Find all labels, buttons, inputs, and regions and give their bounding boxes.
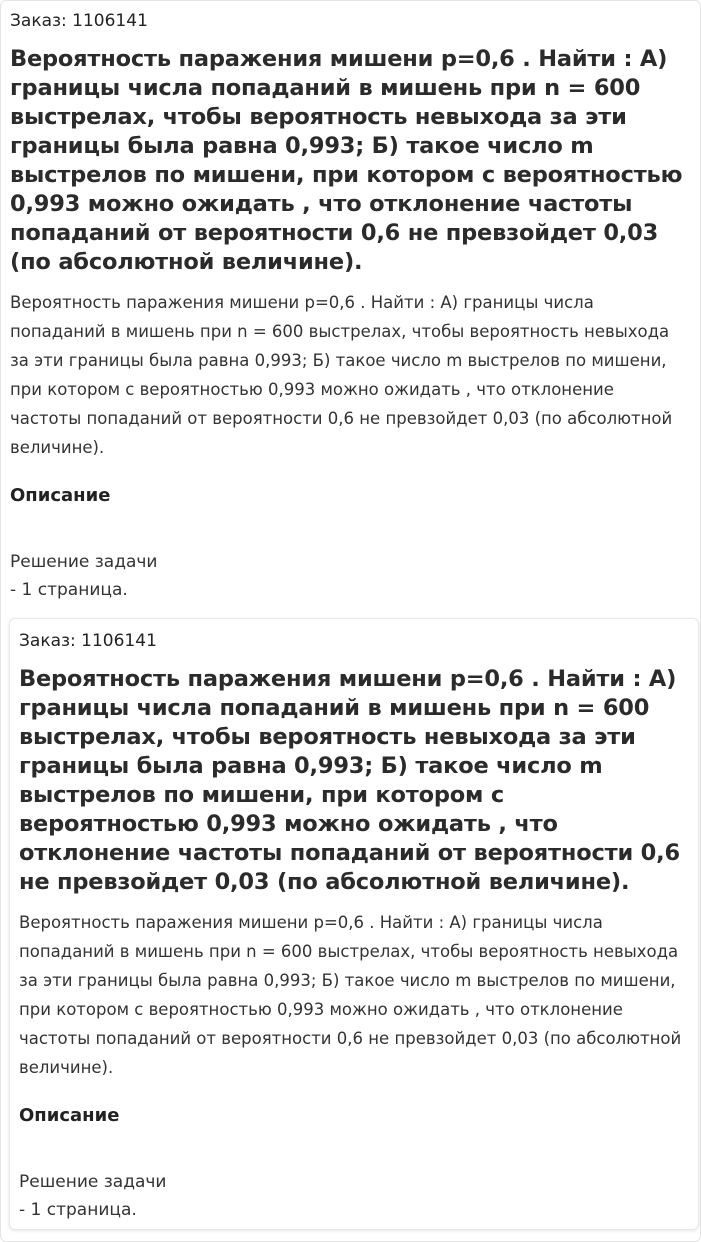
order-number: Заказ: 1106141 [19,631,157,651]
description-line-pages: - 1 страница. [19,1200,137,1220]
task-title: Вероятность паражения мишени p=0,6 . Найти : А) границы числа попаданий в мишень при n = 600 выстрелах, чтобы вероятность невыхода за эти границы была равна 0,993; Б) такое число m выстрелов по мишени, при котором с вероятностью 0,993 можно ожидать , что отклонение частоты попаданий от вероятности 0,6 не превзойдет 0,03 (по абсолютной величине). [19,666,680,895]
task-title: Вероятность паражения мишени p=0,6 . Найти : А) границы числа попаданий в мишень при n = 600 выстрелах, чтобы вероятность невыхода за эти границы была равна 0,993; Б) такое число m выстрелов по мишени, при котором с вероятностью 0,993 можно ожидать , что отклонение частоты попаданий от вероятности 0,6 не превзойдет 0,03 (по абсолютной величине). [10,46,683,275]
order-card-preview [9,618,699,1230]
description-line-pages: - 1 страница. [10,580,128,600]
description-heading: Описание [19,1105,120,1126]
order-number: Заказ: 1106141 [10,11,148,31]
description-heading: Описание [10,485,111,506]
description-line-solution: Решение задачи [10,552,158,572]
task-description: Вероятность паражения мишени p=0,6 . Найти : А) границы числа попаданий в мишень при n = 600 выстрелах, чтобы вероятность невыхода за эти границы была равна 0,993; Б) такое число m выстрелов по мишени, при котором с вероятностью 0,993 можно ожидать , что отклонение частоты попаданий от вероятности 0,6 не превзойдет 0,03 (по абсолютной величине). [10,293,673,457]
task-description: Вероятность паражения мишени p=0,6 . Найти : А) границы числа попаданий в мишень при n = 600 выстрелах, чтобы вероятность невыхода за эти границы была равна 0,993; Б) такое число m выстрелов по мишени, при котором с вероятностью 0,993 можно ожидать , что отклонение частоты попаданий от вероятности 0,6 не превзойдет 0,03 (по абсолютной величине). [19,913,682,1077]
description-line-solution: Решение задачи [19,1172,167,1192]
